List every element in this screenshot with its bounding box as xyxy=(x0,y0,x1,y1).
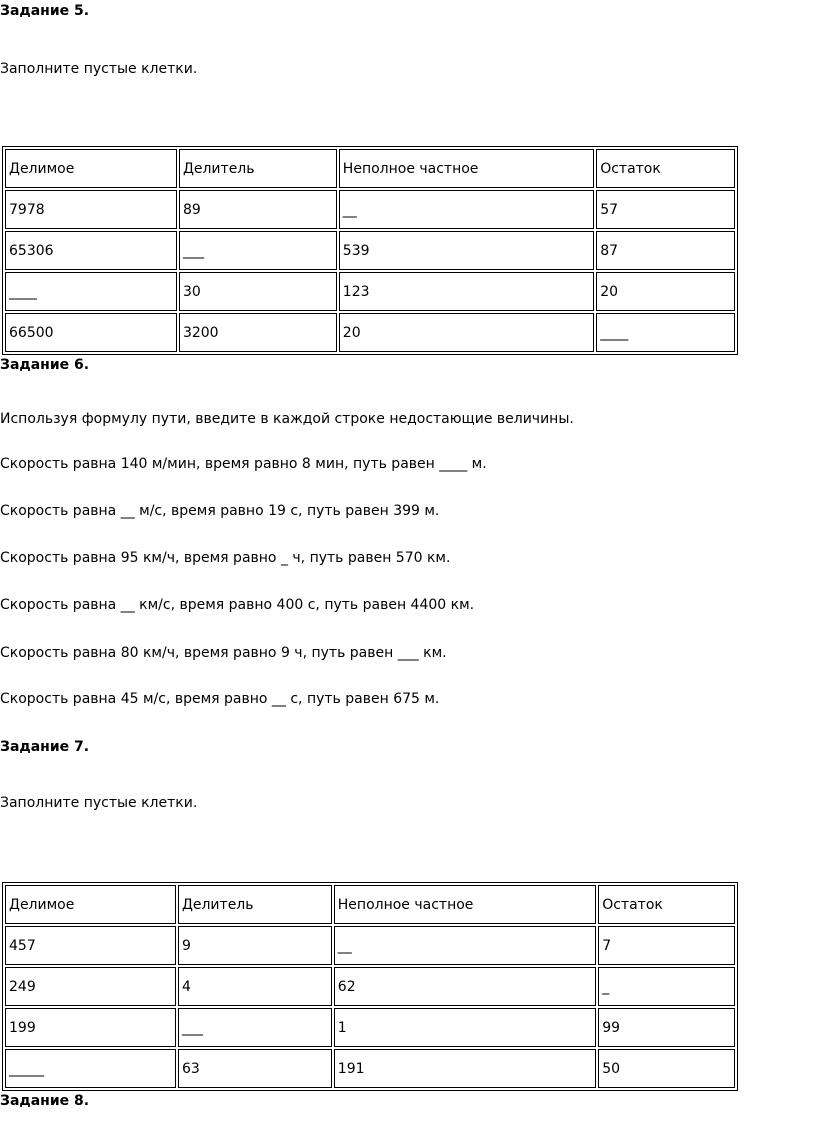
table-cell: 57 xyxy=(596,190,735,229)
task8-title: Задание 8. xyxy=(0,1093,90,1109)
task5-table xyxy=(2,146,738,355)
task5-title: Задание 5. xyxy=(0,3,90,19)
header-cell: Делитель xyxy=(178,885,332,924)
table-cell: ___ xyxy=(179,231,337,270)
table-cell: ___ xyxy=(178,1008,332,1047)
header-cell: Неполное частное xyxy=(339,149,594,188)
table-cell: 9 xyxy=(178,926,332,965)
table-cell: 123 xyxy=(339,272,594,311)
header-cell: Неполное частное xyxy=(334,885,596,924)
table-cell: 457 xyxy=(5,926,176,965)
task6-line: Скорость равна 95 км/ч, время равно _ ч, путь равен 570 км. xyxy=(0,550,451,566)
table-cell: 20 xyxy=(339,313,594,352)
task7-title: Задание 7. xyxy=(0,739,90,755)
table-row xyxy=(5,967,735,1006)
table-cell: 20 xyxy=(596,272,735,311)
table-row xyxy=(5,1049,735,1088)
table-row xyxy=(5,926,735,965)
table-cell: _____ xyxy=(5,1049,176,1088)
table-cell: 4 xyxy=(178,967,332,1006)
table-cell: 1 xyxy=(334,1008,596,1047)
table-cell: 63 xyxy=(178,1049,332,1088)
table-header-row xyxy=(5,149,735,188)
table-cell: 7 xyxy=(598,926,735,965)
table-cell: 99 xyxy=(598,1008,735,1047)
table-cell: 3200 xyxy=(179,313,337,352)
task6-line: Скорость равна __ м/с, время равно 19 с, путь равен 399 м. xyxy=(0,503,440,519)
table-cell: 191 xyxy=(334,1049,596,1088)
task7-instruction: Заполните пустые клетки. xyxy=(0,795,198,811)
header-cell: Остаток xyxy=(596,149,735,188)
task5-instruction: Заполните пустые клетки. xyxy=(0,61,198,77)
table-cell: 65306 xyxy=(5,231,177,270)
table-cell: _ xyxy=(598,967,735,1006)
table-cell: 249 xyxy=(5,967,176,1006)
task6-title: Задание 6. xyxy=(0,357,90,373)
task6-line: Скорость равна 80 км/ч, время равно 9 ч, путь равен ___ км. xyxy=(0,645,447,661)
table-cell: 7978 xyxy=(5,190,177,229)
table-cell: 50 xyxy=(598,1049,735,1088)
task6-line: Скорость равна __ км/с, время равно 400 с, путь равен 4400 км. xyxy=(0,597,475,613)
table-cell: __ xyxy=(334,926,596,965)
header-cell: Делитель xyxy=(179,149,337,188)
table-cell: 89 xyxy=(179,190,337,229)
table-cell: 539 xyxy=(339,231,594,270)
table-cell: __ xyxy=(339,190,594,229)
header-cell: Делимое xyxy=(5,149,177,188)
table-row xyxy=(5,190,735,229)
table-cell: ____ xyxy=(596,313,735,352)
table-cell: 62 xyxy=(334,967,596,1006)
table-cell: ____ xyxy=(5,272,177,311)
task6-instruction: Используя формулу пути, введите в каждой строке недостающие величины. xyxy=(0,411,574,427)
task6-line: Скорость равна 45 м/с, время равно __ с, путь равен 675 м. xyxy=(0,691,440,707)
table-row xyxy=(5,313,735,352)
table-cell: 87 xyxy=(596,231,735,270)
header-cell: Делимое xyxy=(5,885,176,924)
task7-table xyxy=(2,882,738,1091)
task6-line: Скорость равна 140 м/мин, время равно 8 мин, путь равен ____ м. xyxy=(0,456,487,472)
table-header-row xyxy=(5,885,735,924)
table-cell: 199 xyxy=(5,1008,176,1047)
table-row xyxy=(5,1008,735,1047)
table-cell: 30 xyxy=(179,272,337,311)
table-row xyxy=(5,272,735,311)
header-cell: Остаток xyxy=(598,885,735,924)
table-cell: 66500 xyxy=(5,313,177,352)
table-row xyxy=(5,231,735,270)
